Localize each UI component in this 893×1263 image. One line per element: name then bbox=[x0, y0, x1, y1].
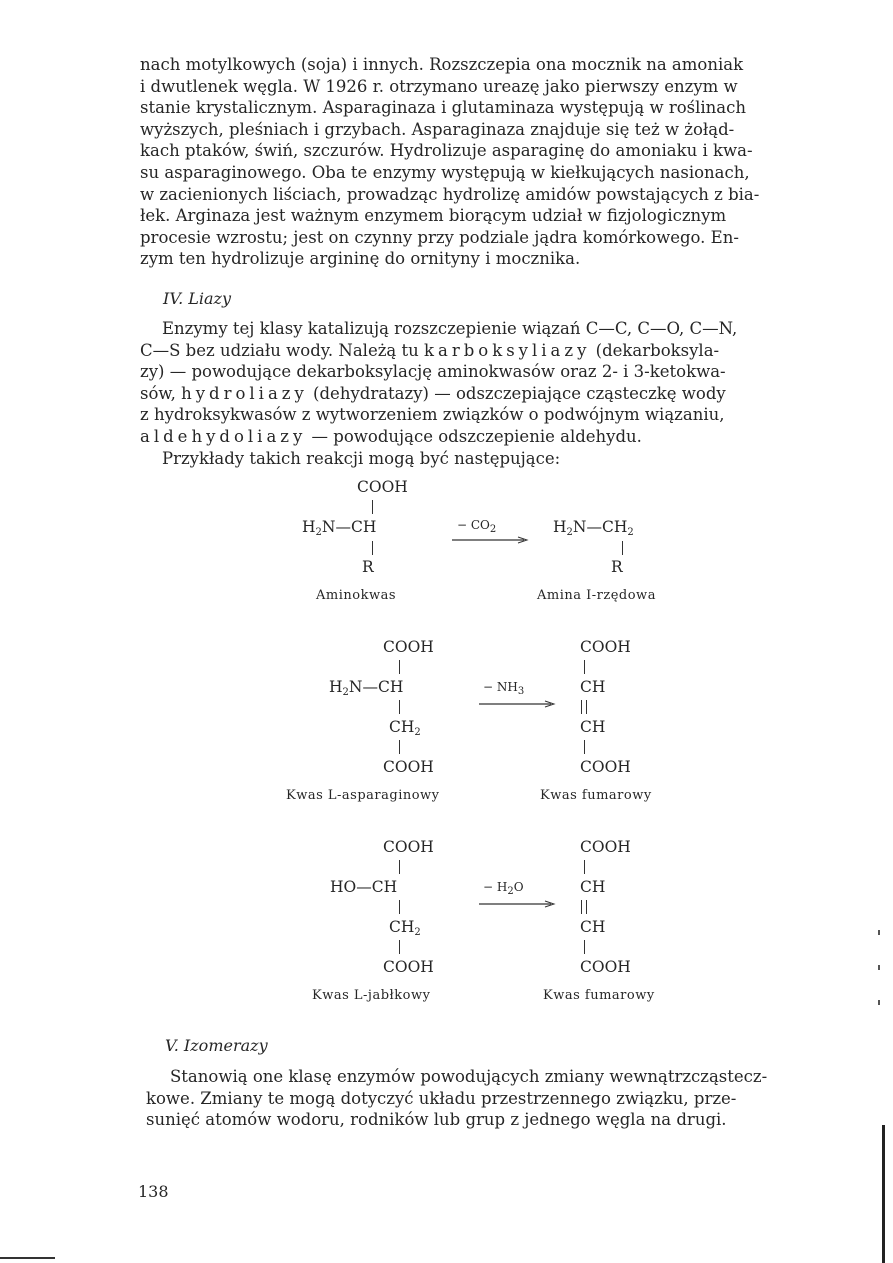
subscript: 2 bbox=[507, 886, 514, 897]
formula-ho-ch: HO—CH bbox=[330, 878, 398, 896]
bond-line bbox=[399, 940, 400, 954]
formula-ch: CH bbox=[580, 678, 606, 696]
subscript: 2 bbox=[414, 927, 421, 938]
formula-r: R bbox=[611, 558, 623, 576]
bond-line bbox=[399, 660, 400, 674]
reaction-arrow bbox=[452, 535, 530, 545]
text-line: łek. Arginaza jest ważnym enzymem biorącym udział w fizjologicznym bbox=[140, 206, 727, 226]
text-span: C—S bez udziału wody. Należą tu bbox=[140, 340, 424, 360]
bond-line bbox=[399, 740, 400, 754]
text-line bbox=[140, 340, 838, 362]
subscript: 2 bbox=[342, 687, 349, 698]
formula-cooh: COOH bbox=[580, 958, 631, 976]
text-line: su asparaginowego. Oba te enzymy występują w kiełkujących nasionach, bbox=[140, 162, 750, 182]
text-span: − CO bbox=[457, 518, 490, 532]
formula-cooh: COOH bbox=[383, 758, 434, 776]
section-iv-paragraph bbox=[140, 318, 838, 469]
term-aldehydoliazy: aldehydoliazy bbox=[140, 426, 307, 446]
formula-h2n-ch bbox=[302, 518, 376, 536]
text-line: kach ptaków, świń, szczurów. Hydrolizuje asparaginę do amoniaku i kwa- bbox=[140, 141, 753, 161]
text-span: H bbox=[302, 518, 316, 536]
text-line: procesie wzrostu; jest on czynny przy podziale jądra komórkowego. En- bbox=[140, 227, 739, 247]
caption-aminokwas: Aminokwas bbox=[316, 588, 396, 603]
bond-line bbox=[584, 940, 585, 954]
text-line: wyższych, pleśniach i grzybach. Asparaginaza znajduje się też w żołąd- bbox=[140, 119, 735, 139]
double-bond bbox=[581, 700, 587, 714]
text-span: H bbox=[329, 678, 343, 696]
text-span: N—CH bbox=[572, 518, 628, 536]
bond-line bbox=[372, 541, 373, 555]
text-line: stanie krystalicznym. Asparaginaza i glutaminaza występują w roślinach bbox=[140, 98, 747, 118]
term-hydroliazy: hydroliazy bbox=[181, 383, 308, 403]
text-span: CH bbox=[389, 918, 415, 936]
top-paragraph bbox=[140, 54, 838, 270]
formula-ch2 bbox=[389, 718, 421, 736]
bond-line bbox=[622, 541, 623, 555]
text-span: − H bbox=[483, 880, 508, 894]
caption-amina: Amina I-rzędowa bbox=[537, 588, 656, 603]
reaction-arrow bbox=[479, 699, 557, 709]
formula-h2n-ch bbox=[329, 678, 403, 696]
reaction-condition bbox=[483, 880, 524, 897]
text-line: Enzymy tej klasy katalizują rozszczepienie wiązań C—C, C—O, C—N, bbox=[162, 319, 738, 338]
text-line: w zacienionych liściach, prowadząc hydrolizę amidów powstających z bia- bbox=[140, 184, 760, 204]
text-line: kowe. Zmiany te mogą dotyczyć układu przestrzennego związku, prze- bbox=[146, 1088, 737, 1108]
reaction-arrow bbox=[479, 899, 557, 909]
formula-cooh: COOH bbox=[383, 838, 434, 856]
section-heading-izomerazy: V. Izomerazy bbox=[165, 1036, 268, 1055]
formula-r: R bbox=[362, 558, 374, 576]
text-span: N—CH bbox=[321, 518, 377, 536]
formula-cooh: COOH bbox=[580, 638, 631, 656]
caption-kwas-jablkowy: Kwas L-jabłkowy bbox=[312, 988, 431, 1003]
formula-ch2 bbox=[389, 918, 421, 936]
formula-h2n-ch2 bbox=[553, 518, 634, 536]
formula-cooh: COOH bbox=[357, 478, 408, 496]
bond-line bbox=[399, 900, 400, 914]
caption-kwas-fumarowy: Kwas fumarowy bbox=[543, 988, 655, 1003]
text-span: N—CH bbox=[348, 678, 404, 696]
text-span: − NH bbox=[483, 680, 518, 694]
section-heading-liazy: IV. Liazy bbox=[163, 289, 231, 308]
text-line: zym ten hydrolizuje argininę do ornityny i mocznika. bbox=[140, 249, 581, 269]
text-line bbox=[140, 383, 838, 405]
section-v-paragraph bbox=[146, 1066, 838, 1131]
text-line: zy) — powodujące dekarboksylację aminokwasów oraz 2- i 3-ketokwa- bbox=[140, 362, 726, 382]
text-span: (dehydratazy) — odszczepiające cząsteczkę wody bbox=[307, 383, 726, 403]
text-span: CH bbox=[389, 718, 415, 736]
subscript: 3 bbox=[517, 686, 525, 697]
bond-line bbox=[372, 500, 373, 514]
caption-kwas-asparaginowy: Kwas L-asparaginowy bbox=[286, 788, 440, 803]
scan-speck bbox=[878, 930, 880, 935]
text-span: — powodujące odszczepienie aldehydu. bbox=[306, 426, 642, 446]
scan-speck bbox=[878, 965, 880, 970]
text-span: H bbox=[553, 518, 567, 536]
page-edge-line bbox=[882, 1125, 885, 1263]
text-line: z hydroksykwasów z wytworzeniem związków o podwójnym wiązaniu, bbox=[140, 405, 725, 425]
formula-cooh: COOH bbox=[383, 638, 434, 656]
text-span: (dekarboksyla- bbox=[590, 340, 720, 360]
scan-margin-line bbox=[0, 1257, 55, 1259]
subscript: 2 bbox=[566, 527, 573, 538]
formula-ch: CH bbox=[580, 918, 606, 936]
bond-line bbox=[399, 860, 400, 874]
subscript: 2 bbox=[414, 727, 421, 738]
subscript: 2 bbox=[489, 524, 497, 535]
formula-cooh: COOH bbox=[580, 758, 631, 776]
text-line: Stanowią one klasę enzymów powodujących zmiany wewnątrzcząstecz- bbox=[170, 1067, 768, 1086]
text-span: sów, bbox=[140, 383, 182, 403]
term-karboksyliazy: karboksyliazy bbox=[424, 340, 591, 360]
reaction-condition bbox=[483, 680, 525, 697]
text-line: i dwutlenek węgla. W 1926 r. otrzymano ureazę jako pierwszy enzym w bbox=[140, 76, 738, 96]
text-line bbox=[140, 426, 838, 448]
text-line: sunięć atomów wodoru, rodników lub grup z jednego węgla na drugi. bbox=[146, 1110, 727, 1130]
caption-kwas-fumarowy: Kwas fumarowy bbox=[540, 788, 652, 803]
formula-ch: CH bbox=[580, 878, 606, 896]
subscript: 2 bbox=[315, 527, 322, 538]
bond-line bbox=[584, 860, 585, 874]
page-number: 138 bbox=[138, 1182, 169, 1201]
scan-speck bbox=[878, 1000, 880, 1005]
bond-line bbox=[584, 660, 585, 674]
reaction-condition bbox=[457, 518, 497, 535]
text-line: Przykłady takich reakcji mogą być następujące: bbox=[162, 448, 561, 468]
subscript: 2 bbox=[627, 527, 634, 538]
bond-line bbox=[399, 700, 400, 714]
text-span: O bbox=[513, 880, 524, 894]
text-line: nach motylkowych (soja) i innych. Rozszczepia ona mocznik na amoniak bbox=[140, 55, 744, 74]
formula-cooh: COOH bbox=[383, 958, 434, 976]
formula-ch: CH bbox=[580, 718, 606, 736]
bond-line bbox=[584, 740, 585, 754]
double-bond bbox=[581, 900, 587, 914]
formula-cooh: COOH bbox=[580, 838, 631, 856]
